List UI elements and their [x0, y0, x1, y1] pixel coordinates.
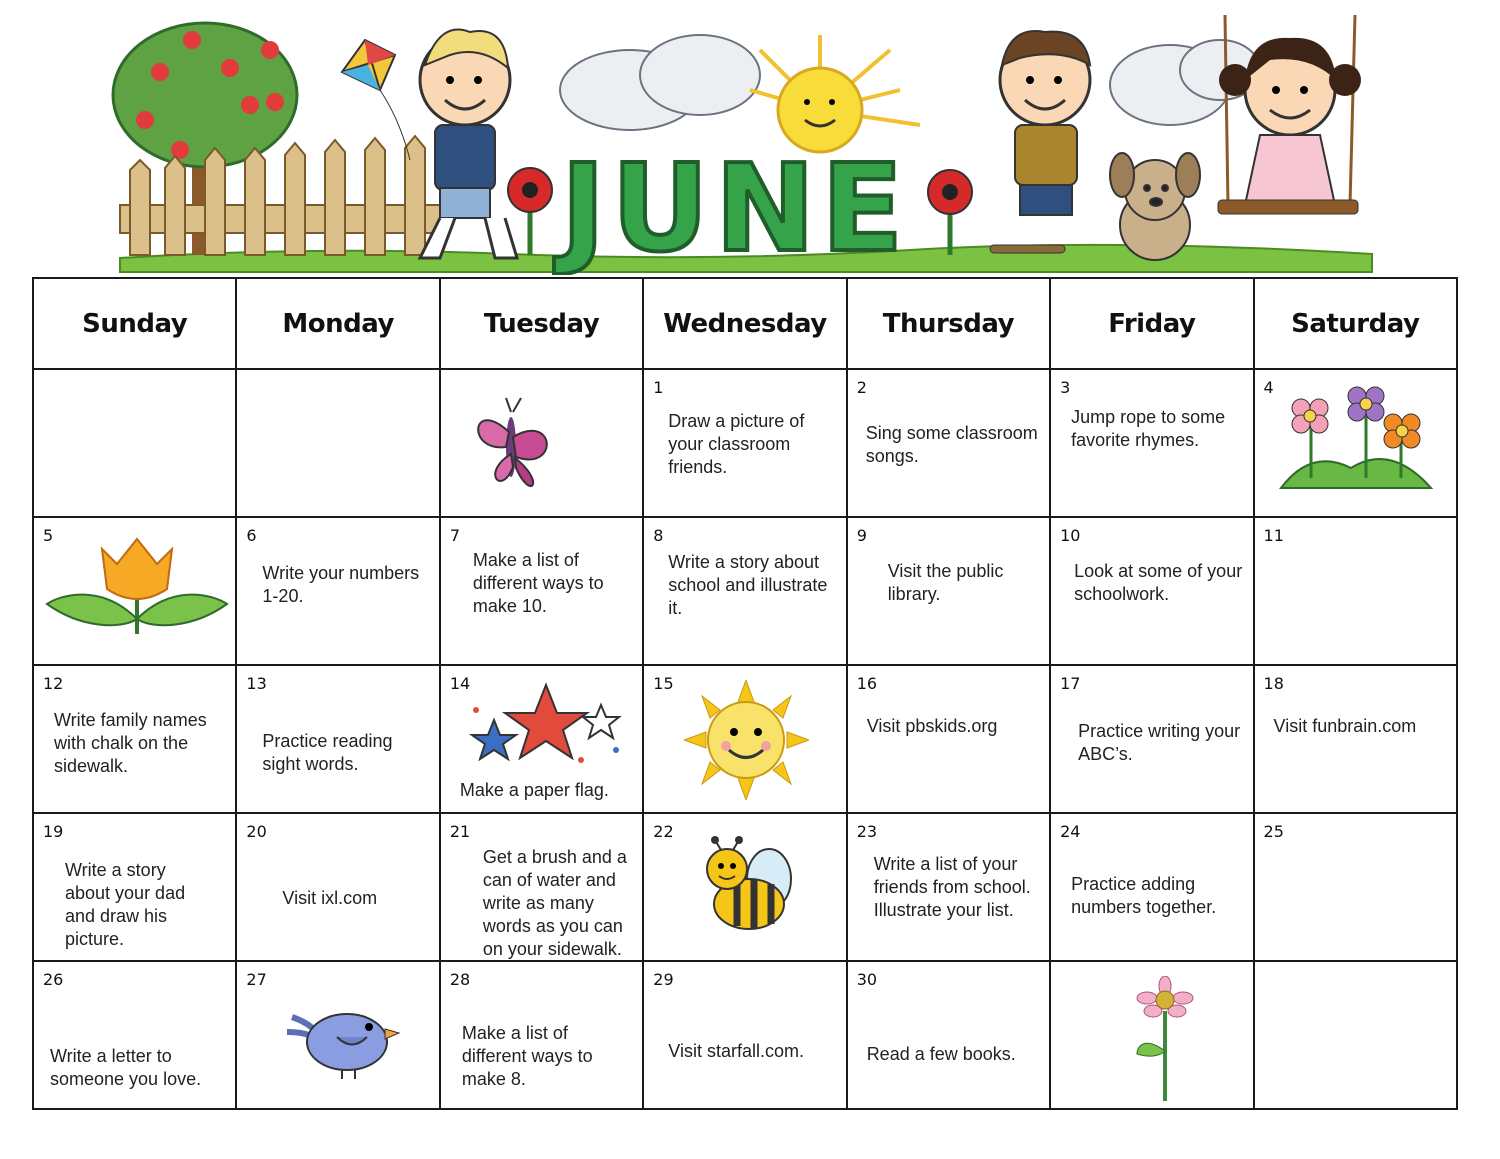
day-cell-27 — [236, 961, 439, 1109]
day-name: Tuesday — [483, 308, 600, 339]
day-number: 18 — [1263, 674, 1284, 693]
day-header-tuesday — [440, 278, 643, 369]
activity-text: Jump rope to some favorite rhymes. — [1071, 407, 1226, 450]
activity-text: Visit ixl.com — [282, 888, 378, 908]
bee-icon — [699, 834, 799, 944]
day-number: 16 — [856, 674, 878, 693]
month-title: JUNE — [560, 140, 910, 275]
day-number: 8 — [653, 526, 664, 545]
activity-text: Make a paper flag. — [459, 780, 609, 800]
week-row — [33, 813, 1457, 961]
day-cell-3 — [1050, 369, 1253, 517]
day-cell-12 — [33, 665, 236, 813]
day-cell-8 — [643, 517, 846, 665]
june-banner — [110, 10, 1380, 275]
day-name: Sunday — [82, 308, 188, 339]
day-cell-30 — [847, 961, 1050, 1109]
day-number: 27 — [246, 970, 267, 989]
tulip-icon — [42, 534, 232, 639]
day-cell-14 — [440, 665, 643, 813]
day-cell-21 — [440, 813, 643, 961]
day-header-wednesday — [643, 278, 846, 369]
day-number: 14 — [449, 674, 471, 693]
day-number: 20 — [246, 822, 267, 841]
day-number: 2 — [856, 378, 867, 397]
day-header-row — [33, 278, 1457, 369]
activity-text: Draw a picture of your classroom friends. — [668, 411, 805, 477]
day-cell-9 — [847, 517, 1050, 665]
day-number: 30 — [856, 970, 878, 989]
day-cell-26 — [33, 961, 236, 1109]
activity-text: Write a list of your friends from school. Illustrate your list. — [873, 854, 1031, 920]
day-number: 22 — [653, 822, 674, 841]
sun-illustration — [750, 35, 920, 152]
activity-text: Visit pbskids.org — [866, 716, 998, 736]
day-cell-19 — [33, 813, 236, 961]
activity-text: Visit funbrain.com — [1273, 716, 1417, 736]
day-number: 3 — [1060, 378, 1071, 397]
day-number: 24 — [1060, 822, 1081, 841]
day-header-thursday — [847, 278, 1050, 369]
day-number: 6 — [246, 526, 257, 545]
day-cell-4 — [1254, 369, 1457, 517]
day-header-saturday — [1254, 278, 1457, 369]
activity-text: Practice reading sight words. — [262, 731, 393, 774]
day-cell-25 — [1254, 813, 1457, 961]
day-cell-22 — [643, 813, 846, 961]
day-number: 4 — [1263, 378, 1274, 397]
day-cell-24 — [1050, 813, 1253, 961]
stars-icon — [466, 680, 626, 780]
day-number: 23 — [856, 822, 878, 841]
activity-text: Get a brush and a can of water and write as many words as you can on your sidewalk. — [482, 847, 627, 959]
day-number: 1 — [653, 378, 664, 397]
bird-icon — [287, 997, 402, 1087]
activity-text: Write a story about school and illustrate it. — [668, 552, 828, 618]
empty-day-cell — [1050, 961, 1253, 1109]
day-number: 13 — [246, 674, 267, 693]
day-cell-15 — [643, 665, 846, 813]
day-cell-28 — [440, 961, 643, 1109]
day-number: 9 — [856, 526, 867, 545]
calendar-body — [33, 369, 1457, 1109]
day-cell-20 — [236, 813, 439, 961]
activity-text: Write family names with chalk on the sidewalk. — [54, 710, 207, 776]
day-header-sunday — [33, 278, 236, 369]
day-name: Thursday — [882, 308, 1015, 339]
sun-icon — [684, 680, 809, 805]
activity-text: Make a list of different ways to make 8. — [461, 1023, 593, 1089]
day-cell-5 — [33, 517, 236, 665]
day-number: 19 — [43, 822, 64, 841]
day-number: 25 — [1263, 822, 1284, 841]
day-cell-2 — [847, 369, 1050, 517]
activity-text: Practice writing your ABC’s. — [1078, 721, 1241, 764]
day-number: 21 — [449, 822, 471, 841]
day-cell-7 — [440, 517, 643, 665]
empty-day-cell — [33, 369, 236, 517]
day-header-friday — [1050, 278, 1253, 369]
red-flower-illustration — [928, 170, 972, 255]
activity-text: Visit starfall.com. — [668, 1041, 804, 1061]
week-row — [33, 517, 1457, 665]
day-number: 5 — [43, 526, 54, 545]
day-cell-10 — [1050, 517, 1253, 665]
activity-text: Look at some of your schoolwork. — [1074, 561, 1243, 604]
activity-text: Practice adding numbers together. — [1071, 874, 1217, 917]
day-cell-1 — [643, 369, 846, 517]
day-number: 10 — [1060, 526, 1081, 545]
empty-day-cell — [1254, 961, 1457, 1109]
empty-day-cell — [440, 369, 643, 517]
activity-text: Write a letter to someone you love. — [50, 1046, 202, 1089]
activity-text: Visit the public library. — [887, 561, 1004, 604]
day-number: 17 — [1060, 674, 1081, 693]
day-name: Friday — [1108, 308, 1196, 339]
day-cell-29 — [643, 961, 846, 1109]
day-number: 29 — [653, 970, 674, 989]
day-name: Saturday — [1291, 308, 1420, 339]
daisy-icon — [1135, 976, 1195, 1106]
day-number: 15 — [653, 674, 674, 693]
empty-day-cell — [236, 369, 439, 517]
day-cell-23 — [847, 813, 1050, 961]
day-header-monday — [236, 278, 439, 369]
day-cell-6 — [236, 517, 439, 665]
day-number: 26 — [43, 970, 64, 989]
boy-skateboard-illustration — [990, 31, 1090, 253]
day-cell-13 — [236, 665, 439, 813]
day-cell-11 — [1254, 517, 1457, 665]
puppy-illustration — [1110, 153, 1200, 260]
activity-text: Make a list of different ways to make 10. — [472, 550, 604, 616]
day-cell-18 — [1254, 665, 1457, 813]
week-row — [33, 961, 1457, 1109]
day-cell-16 — [847, 665, 1050, 813]
activity-text: Write a story about your dad and draw his picture. — [65, 860, 186, 949]
week-row — [33, 665, 1457, 813]
cloud-illustration — [560, 35, 1260, 130]
red-flower-illustration — [508, 168, 552, 255]
week-row — [33, 369, 1457, 517]
day-number: 7 — [449, 526, 461, 545]
day-name: Wednesday — [663, 308, 827, 339]
day-number: 12 — [43, 674, 64, 693]
butterfly-icon — [461, 392, 561, 507]
day-number: 11 — [1263, 526, 1284, 545]
day-cell-17 — [1050, 665, 1253, 813]
day-name: Monday — [282, 308, 394, 339]
activity-text: Sing some classroom songs. — [865, 423, 1038, 466]
calendar-grid — [32, 277, 1458, 1110]
activity-text: Read a few books. — [866, 1044, 1016, 1064]
day-number: 28 — [449, 970, 471, 989]
activity-text: Write your numbers 1-20. — [262, 563, 420, 606]
flowers-icon — [1271, 378, 1441, 513]
